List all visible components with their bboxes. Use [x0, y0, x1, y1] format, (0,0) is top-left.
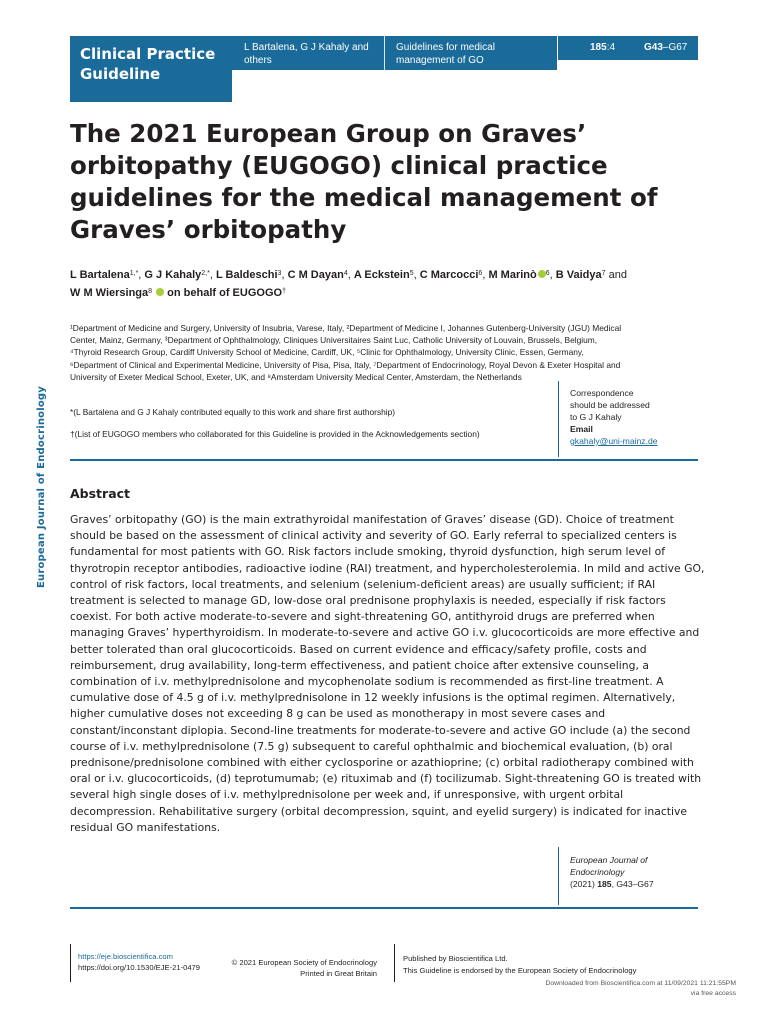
access-text: via free access: [690, 990, 736, 997]
author-name: M Marinò: [488, 269, 537, 281]
correspondence-line: to G J Kahaly: [570, 412, 622, 422]
author-name: L Bartalena: [70, 269, 130, 281]
note-equal-contribution: *(L Bartalena and G J Kahaly contributed equally to this work and share first authorship): [70, 407, 396, 417]
author-name: W M Wiersinga: [70, 287, 149, 299]
citation-year: (2021): [570, 879, 595, 889]
publisher-text: Published by Bioscientifica Ltd.: [403, 954, 508, 963]
footer-copyright: [221, 957, 377, 979]
page-end: –G67: [662, 42, 688, 53]
author-equal-sup: *: [135, 270, 139, 277]
author-sep: ,: [347, 269, 354, 281]
header-divider: [384, 36, 385, 70]
note-members: †(List of EUGOGO members who collaborated for this Guideline is provided in the Acknowledgements section): [70, 429, 480, 439]
issue-number: :4: [606, 42, 616, 53]
author-sep: ,: [482, 269, 489, 281]
author-sep: ,: [138, 269, 145, 281]
doi-link[interactable]: https://doi.org/10.1530/EJE-21-0479: [78, 963, 201, 972]
author-sep: ,: [413, 269, 420, 281]
journal-side-label: European Journal of Endocrinology: [36, 386, 47, 588]
footer-left: [70, 944, 380, 982]
author-name: C M Dayan: [287, 269, 344, 281]
affiliations: ¹Department of Medicine and Surgery, University of Insubria, Varese, Italy, ²Department of Medicine I, Johannes Gutenberg-University (JGU) Medical Center, Mainz, Germany, ³Department of Ophthalmology, Cliniques Universitaires Saint Luc, Catholic University of Louvain, Brussels, Belgium, ⁴Thyroid Research Group, Cardiff University School of Medicine, Cardiff, UK, ⁵Clinic for Ophthalmology, University Clinic, Essen, Germany, ⁶Department of Clinical and Experimental Medicine, University of Pisa, Pisa, Italy, ⁷Department of Endocrinology, Royal Devon & Exeter Hospital and University of Exeter Medical School, Exeter, UK, and ⁸Amsterdam University Medical Center, Amsterdam, the Netherlands: [70, 323, 622, 382]
divider-rule: [70, 907, 698, 909]
correspondence-line: Correspondence: [570, 388, 634, 398]
journal-url-link[interactable]: https://eje.bioscientifica.com: [78, 952, 173, 961]
article-type-line2: Guideline: [80, 65, 161, 83]
author-affil-sup: 6: [545, 270, 550, 277]
author-affil-sup: 4: [343, 270, 348, 277]
author-affil-sup: 7: [601, 270, 606, 277]
abstract-text: Graves’ orbitopathy (GO) is the main extrathyroidal manifestation of Graves’ disease (GD). Choice of treatment should be based on the assessment of clinical activity and severity of GO. Early referral to specialized centers is fundamental for most patients with GO. Risk factors include smoking, thyroid dysfunction, high serum level of thyrotropin receptor antibodies, radioactive iodine (RAI) treatment, and hypercholesterolemia. In mild and active GO, control of risk factors, local treatments, and selenium (selenium-deficient areas) are usually sufficient; if RAI treatment is selected to manage GD, low-dose oral prednisone prophylaxis is needed, especially if risk factors coexist. For both active moderate-to-severe and sight-threatening GO, antithyroid drugs are preferred when managing Graves’ hyperthyroidism. In moderate-to-severe and active GO i.v. glucocorticoids are more effective and better tolerated than oral glucocorticoids. Based on current evidence and efficacy/safety profile, costs and reimbursement, drug availability, long-term effectiveness, and patient choice after extensive counseling, a combination of i.v. methylprednisolone and mycophenolate sodium is recommended as first-line treatment. A cumulative dose of 4.5 g of i.v. methylprednisolone in 12 weekly infusions is the optimal regimen. Alternatively, higher cumulative doses not exceeding 8 g can be used as monotherapy in most severe cases and constant/inconstant diplopia. Second-line treatments for moderate-to-severe and active GO include (a) the second course of i.v. methylprednisolone (7.5 g) subsequent to careful ophthalmic and biochemical evaluation, (b) oral prednisone/prednisolone combined with either cyclosporine or azathioprine; (c) orbital radiotherapy combined with oral or i.v. glucocorticoids, (d) teprotumumab; (e) rituximab and (f) tocilizumab. Sight-threatening GO is treated with several high single doses of i.v. methylprednisolone per week and, if unresponsive, with urgent orbital decompression. Rehabilitative surgery (orbital decompression, squint, and eyelid surgery) is indicated for inactive residual GO manifestations.: [70, 513, 705, 834]
author-list: [70, 266, 700, 302]
author-affil-sup: 3: [277, 270, 282, 277]
author-sep: [152, 287, 155, 299]
article-title: The 2021 European Group on Graves’ orbitopathy (EUGOGO) clinical practice guidelines for the medical management of Graves’ orbitopathy: [70, 119, 658, 244]
orcid-icon[interactable]: [538, 270, 546, 278]
abstract-heading: Abstract: [70, 486, 131, 501]
running-topic: Guidelines for medical management of GO: [396, 42, 495, 66]
article-type-line1: Clinical Practice: [80, 45, 216, 63]
author-affil-sup: 2,: [201, 270, 208, 277]
author-sep: ,: [209, 269, 216, 281]
correspondence-box: [558, 381, 698, 457]
page-range: [644, 41, 687, 54]
author-name: A Eckstein: [353, 269, 410, 281]
author-sep: ,: [549, 269, 556, 281]
volume-issue: [590, 41, 615, 54]
page-start: G43: [644, 42, 663, 53]
footer-right: [394, 944, 694, 982]
endorsement-text: This Guideline is endorsed by the European Society of Endocrinology: [403, 966, 637, 975]
author-name: B Vaidya: [555, 269, 602, 281]
author-group-sup: †: [282, 288, 286, 295]
running-authors: L Bartalena, G J Kahaly and others: [244, 42, 369, 66]
author-name: L Baldeschi: [215, 269, 278, 281]
author-sep: ,: [281, 269, 288, 281]
author-equal-sup: *: [207, 270, 210, 277]
orcid-icon[interactable]: [156, 288, 164, 296]
author-name: G J Kahaly: [144, 269, 202, 281]
download-text: Downloaded from Bioscientifica.com at 11/09/2021 11:21:55PM: [545, 980, 736, 987]
citation-journal: European Journal of: [570, 855, 648, 865]
email-link[interactable]: gkahaly@uni-mainz.de: [570, 436, 658, 446]
divider-rule: [70, 459, 698, 461]
email-label: Email: [570, 424, 593, 434]
author-affil-sup: 5: [409, 270, 414, 277]
author-affil-sup: 6: [478, 270, 483, 277]
article-type-badge: [70, 36, 232, 102]
download-stamp: [545, 979, 736, 999]
author-name: C Marcocci: [419, 269, 479, 281]
author-and: and: [608, 269, 627, 281]
correspondence-line: should be addressed: [570, 400, 650, 410]
copyright-text: © 2021 European Society of Endocrinology: [231, 958, 377, 967]
citation-journal: Endocrinology: [570, 867, 625, 877]
author-affil-sup: 8: [148, 288, 153, 295]
volume-number: 185: [590, 42, 607, 53]
citation-volume: 185: [597, 879, 612, 889]
author-affil-sup: 1,: [129, 270, 136, 277]
citation-box: [558, 847, 698, 905]
author-group: on behalf of EUGOGO: [167, 287, 283, 299]
citation-pages: , G43–G67: [611, 879, 654, 889]
printed-text: Printed in Great Britain: [300, 969, 377, 978]
